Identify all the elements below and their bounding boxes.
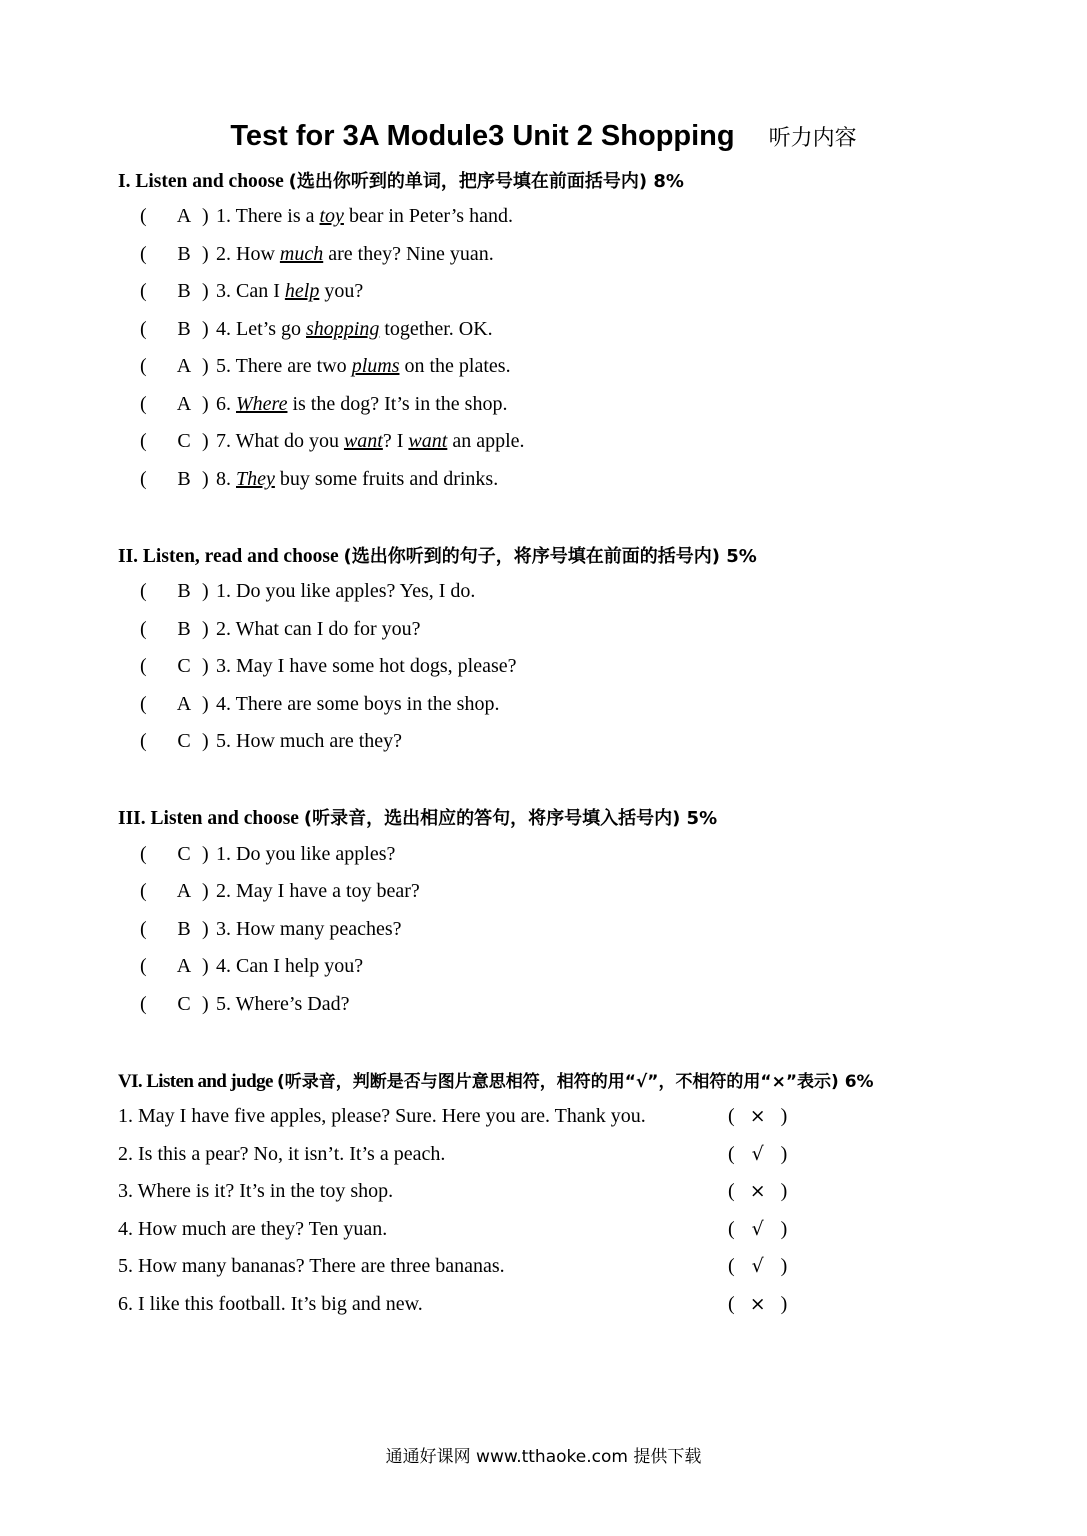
question-item: ( B ) 2. How much are they? Nine yuan. [140, 243, 494, 265]
answer-letter: C [177, 843, 191, 865]
title-sub: 听力内容 [768, 126, 857, 151]
keyword: help [284, 280, 320, 302]
question-item: ( B ) 4. Let’s go shopping together. OK. [140, 318, 493, 340]
answer-letter: C [177, 730, 191, 752]
answer-letter: B [177, 468, 191, 490]
keyword: plums [351, 355, 400, 377]
answer-letter: A [176, 355, 192, 377]
judge-item: 5. How many bananas? There are three bananas. [118, 1255, 505, 1277]
judge-item: 2. Is this a pear? No, it isn’t. It’s a peach. [118, 1143, 446, 1165]
question-item: ( C ) 7. What do you want? I want an apple. [140, 430, 525, 452]
judge-mark: ( √ ) [728, 1143, 788, 1165]
answer-letter: B [177, 243, 191, 265]
question-item: ( C ) 3. May I have some hot dogs, please? [140, 655, 517, 677]
question-item: ( B ) 1. Do you like apples? Yes, I do. [140, 580, 476, 602]
answer-letter: B [177, 918, 191, 940]
answer-letter: B [177, 280, 191, 302]
judge-mark: ( √ ) [728, 1255, 788, 1277]
question-item: ( B ) 3. Can I help you? [140, 280, 364, 302]
judge-mark: ( × ) [728, 1180, 788, 1202]
question-item: ( C ) 5. Where’s Dad? [140, 993, 350, 1015]
question-item: ( C ) 1. Do you like apples? [140, 843, 396, 865]
question-item: ( B ) 2. What can I do for you? [140, 618, 421, 640]
section-1-heading: I. Listen and choose (选出你听到的单词，把序号填在前面括号内) 8% [118, 171, 684, 192]
judge-mark: ( √ ) [728, 1218, 788, 1240]
question-item: ( A ) 4. Can I help you? [140, 955, 364, 977]
keyword: toy [319, 205, 344, 227]
keyword: much [279, 243, 324, 265]
page-title [0, 120, 1087, 153]
section-3-heading: III. Listen and choose (听录音，选出相应的答句，将序号填入括号内) 5% [118, 808, 718, 829]
page-footer: 通通好课网 www.tthaoke.com 提供下载 [385, 1447, 702, 1467]
question-item: ( B ) 8. They buy some fruits and drinks. [140, 468, 499, 490]
keyword: They [236, 468, 275, 490]
keyword: Where [236, 393, 288, 415]
answer-letter: B [177, 580, 191, 602]
answer-letter: C [177, 655, 191, 677]
answer-letter: A [176, 393, 192, 415]
judge-item: 4. How much are they? Ten yuan. [118, 1218, 388, 1240]
question-item: ( A ) 4. There are some boys in the shop. [140, 693, 500, 715]
question-item: ( A ) 5. There are two plums on the plates. [140, 355, 511, 377]
judge-mark: ( × ) [728, 1105, 788, 1127]
question-item: ( A ) 6. Where is the dog? It’s in the shop. [140, 393, 508, 415]
answer-letter: C [177, 430, 191, 452]
keyword: want [408, 430, 448, 452]
keyword: want [343, 430, 383, 452]
question-item: ( C ) 5. How much are they? [140, 730, 403, 752]
answer-letter: C [177, 993, 191, 1015]
answer-letter: A [176, 880, 192, 902]
answer-letter: B [177, 618, 191, 640]
section-2-heading: II. Listen, read and choose (选出你听到的句子，将序号填在前面的括号内) 5% [118, 546, 757, 567]
question-item: ( B ) 3. How many peaches? [140, 918, 402, 940]
answer-letter: B [177, 318, 191, 340]
question-item: ( A ) 2. May I have a toy bear? [140, 880, 420, 902]
answer-letter: A [176, 955, 192, 977]
section-4-heading: VI. Listen and judge (听录音，判断是否与图片意思相符，相符的用“√”，不相符的用“×”表示) 6% [118, 1071, 874, 1092]
answer-letter: A [176, 693, 192, 715]
question-item: ( A ) 1. There is a toy bear in Peter’s hand. [140, 205, 513, 227]
judge-item: 6. I like this football. It’s big and new. [118, 1293, 423, 1315]
judge-mark: ( × ) [728, 1293, 788, 1315]
judge-item: 3. Where is it? It’s in the toy shop. [118, 1180, 394, 1202]
title-main: Test for 3A Module3 Unit 2 Shopping [230, 120, 735, 152]
answer-letter: A [176, 205, 192, 227]
keyword: shopping [306, 318, 380, 340]
judge-item: 1. May I have five apples, please? Sure. Here you are. Thank you. [118, 1105, 646, 1127]
